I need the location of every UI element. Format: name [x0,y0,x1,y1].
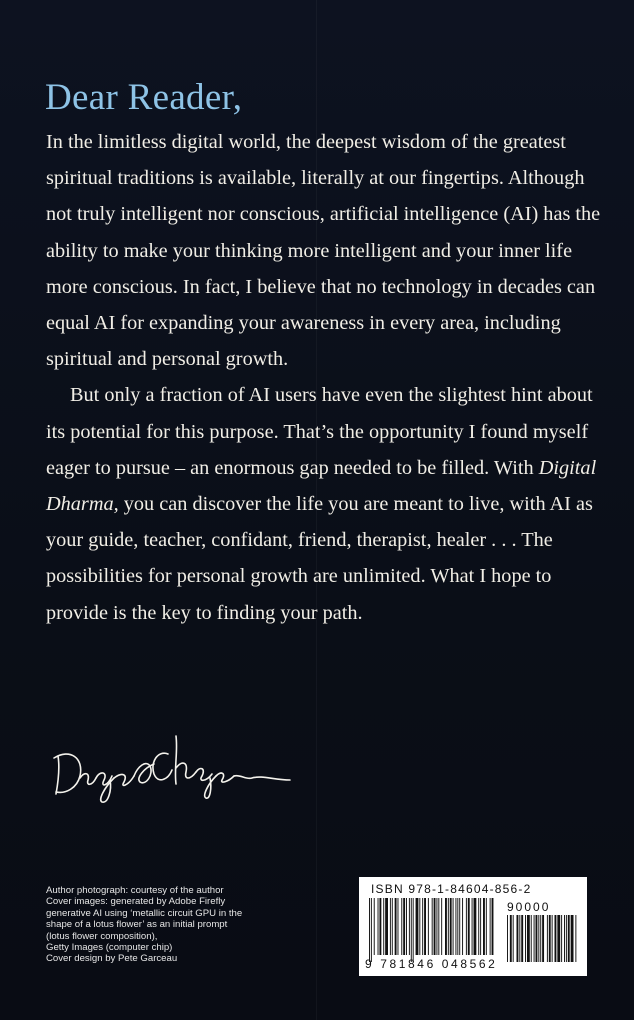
barcode-bar [480,898,481,955]
barcode-bar [398,898,399,955]
credit-line: Cover images: generated by Adobe Firefly [46,896,226,908]
barcode-bar [434,898,436,955]
barcode-bar [445,898,447,955]
barcode-bar [413,898,414,962]
barcode-bar [406,898,407,955]
author-signature [50,728,295,808]
barcode-bar [492,898,494,955]
barcode-bar [385,898,388,955]
letter-paragraph-1: In the limitless digital world, the deepest wisdom of the greatest spiritual traditions is available, literally at our fingertips. Although not truly intelligent nor conscious, artificial intelligence (AI) has the ability to make your thinking more intelligent and your inner life more conscious. In fact, I believe that no technology in decades can equal AI for expanding your awareness in every area, including spiritual and personal growth. [46,131,601,371]
credit-line: Getty Images (computer chip) [46,942,173,954]
price-barcode-bar [566,915,567,962]
credit-line: Author photograph: courtesy of the author [46,885,224,896]
credit-line: (lotus flower composition), [46,930,158,942]
barcode-bar [371,898,372,962]
barcode-bar [422,898,423,955]
letter-body [46,124,606,631]
isbn-barcode [359,877,587,976]
letter-greeting: Dear Reader, [45,77,243,118]
barcode-bar [455,898,456,955]
price-barcode-bar [538,915,539,962]
price-barcode-bar [531,915,532,962]
barcode-bar [457,898,458,955]
barcode-bar [403,898,405,955]
price-barcode-bar [552,915,553,962]
barcode-bar [419,898,420,955]
barcode-bar [424,898,426,955]
barcode-bar [472,898,473,955]
barcode-bar [483,898,485,955]
barcode-bar [374,898,375,955]
credit-line: shape of a lotus flower’ as an initial prompt [46,919,228,931]
barcode-bar [453,898,454,955]
barcode-bar [441,898,442,955]
price-barcode-bar [534,915,535,962]
book-title: Digital Dharma, [46,456,597,516]
barcode-bar [411,898,412,962]
cover-credits [46,885,296,965]
barcode-bar [378,898,379,955]
price-barcode-bar [510,915,512,962]
barcode-bar [438,898,439,955]
barcode-bar [448,898,449,955]
barcode-bar [432,898,433,955]
price-barcode-bar [507,915,508,962]
paragraph-2-text-start: But only a fraction of AI users have even the slightest hint about its potential for this purpose. That’s the opportunity I found myself eager to pursue – an enormous gap needed to be filled. With [46,384,593,479]
price-barcode-bar [561,915,562,962]
barcode-bar [390,898,391,955]
price-barcode-bar [517,915,519,962]
barcode-bar [459,898,460,955]
price-barcode-bar [519,915,520,962]
price-barcode-bar [540,915,541,962]
barcode-bar [401,898,402,955]
credit-line: Cover design by Pete Garceau [46,953,178,965]
barcode-digits: 9 781846 048562 [365,957,498,971]
price-barcode-bar [568,915,570,962]
price-barcode-bar [521,915,523,962]
barcode-bar [395,898,397,955]
price-barcode-bar [542,915,544,962]
price-barcode-bar [513,915,514,962]
price-barcode-bar [571,915,574,962]
barcode-bar [428,898,429,955]
price-barcode-bar [564,915,565,962]
price-code: 90000 [507,900,551,914]
barcode-bar [478,898,479,955]
paragraph-2-text-end: you can discover the life you are meant to live, with AI as your guide, teacher, confidant, friend, therapist, healer . . . The possibilities for personal growth are unlimited. What I hope to provide is the key to finding your path. [46,493,593,624]
price-barcode-bar [527,915,530,962]
barcode-bar [392,898,393,955]
price-barcode-bar [549,915,551,962]
barcode-bar [462,898,463,955]
credit-line: generative AI using ‘metallic circuit GPU in the [46,907,243,919]
isbn-label: ISBN 978-1-84604-856-2 [371,882,532,896]
barcode-bar [450,898,452,955]
barcode-bar [490,898,491,955]
price-barcode-bar [555,915,557,962]
letter-paragraph-2 [46,377,606,630]
barcode-bar [436,898,437,955]
barcode-bar [379,898,381,955]
barcode-bar [416,898,419,955]
price-barcode-bar [525,915,526,962]
barcode-bar [369,898,370,962]
barcode-bar [468,898,470,955]
price-barcode-bar [536,915,538,962]
barcode-bar [383,898,384,955]
barcode-bar [466,898,467,955]
barcode-bar [474,898,477,955]
barcode-bar [409,898,410,955]
price-barcode-bar [575,915,576,962]
price-barcode-bar [547,915,548,962]
barcode-bar [486,898,487,955]
price-barcode-bar [557,915,560,962]
